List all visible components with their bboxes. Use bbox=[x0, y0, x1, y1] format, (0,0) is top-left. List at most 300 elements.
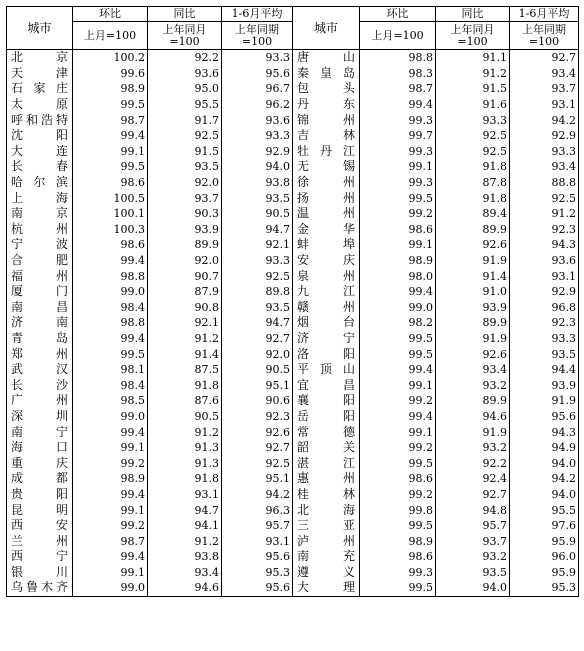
avg-value-cell-left: 92.6 bbox=[222, 424, 293, 440]
yoy-value-cell-right: 93.2 bbox=[436, 377, 510, 393]
table-row bbox=[7, 377, 579, 393]
header-mom-base-right: 上月=100 bbox=[360, 22, 436, 50]
header-mom-base-left: 上月=100 bbox=[73, 22, 148, 50]
mom-value-cell-left: 99.4 bbox=[73, 128, 148, 144]
mom-value-cell-right: 99.7 bbox=[360, 128, 436, 144]
yoy-value-cell-left: 87.9 bbox=[148, 284, 222, 300]
city-name-cell-left: 天津 bbox=[7, 66, 73, 82]
city-name-cell-left: 青岛 bbox=[7, 331, 73, 347]
city-name-cell-right: 蚌埠 bbox=[293, 237, 360, 253]
avg-value-cell-left: 93.6 bbox=[222, 112, 293, 128]
city-name-cell-left: 长春 bbox=[7, 159, 73, 175]
city-name-cell-right: 泸州 bbox=[293, 533, 360, 549]
yoy-value-cell-right: 92.6 bbox=[436, 237, 510, 253]
avg-value-cell-left: 95.6 bbox=[222, 66, 293, 82]
avg-value-cell-right: 92.7 bbox=[510, 50, 579, 66]
yoy-value-cell-right: 91.9 bbox=[436, 331, 510, 347]
yoy-value-cell-right: 92.7 bbox=[436, 487, 510, 503]
city-name-cell-right: 遵义 bbox=[293, 565, 360, 581]
mom-value-cell-left: 100.3 bbox=[73, 222, 148, 238]
table-row bbox=[7, 346, 579, 362]
avg-value-cell-right: 94.4 bbox=[510, 362, 579, 378]
city-name-cell-right: 温州 bbox=[293, 206, 360, 222]
avg-value-cell-left: 92.5 bbox=[222, 455, 293, 471]
city-name-cell-left: 石家庄 bbox=[7, 81, 73, 97]
avg-value-cell-left: 94.7 bbox=[222, 222, 293, 238]
avg-value-cell-left: 90.6 bbox=[222, 393, 293, 409]
city-name-cell-right: 徐州 bbox=[293, 175, 360, 191]
mom-value-cell-left: 98.6 bbox=[73, 237, 148, 253]
avg-value-cell-right: 91.2 bbox=[510, 206, 579, 222]
header-yoy-base-line2: =100 bbox=[169, 34, 200, 48]
header-yoy-base-left bbox=[148, 22, 222, 50]
city-name-cell-left: 哈尔滨 bbox=[7, 175, 73, 191]
mom-value-cell-left: 99.0 bbox=[73, 409, 148, 425]
table-row bbox=[7, 518, 579, 534]
header-avg-right: 1-6月平均 bbox=[510, 7, 579, 22]
yoy-value-cell-left: 91.2 bbox=[148, 331, 222, 347]
header-yoy-right: 同比 bbox=[436, 7, 510, 22]
mom-value-cell-left: 99.6 bbox=[73, 66, 148, 82]
mom-value-cell-left: 98.9 bbox=[73, 471, 148, 487]
city-name-cell-left: 杭州 bbox=[7, 222, 73, 238]
avg-value-cell-right: 97.6 bbox=[510, 518, 579, 534]
table-row bbox=[7, 409, 579, 425]
yoy-value-cell-right: 89.9 bbox=[436, 315, 510, 331]
avg-value-cell-left: 92.1 bbox=[222, 237, 293, 253]
table-row bbox=[7, 533, 579, 549]
avg-value-cell-right: 93.9 bbox=[510, 377, 579, 393]
yoy-value-cell-left: 91.8 bbox=[148, 377, 222, 393]
avg-value-cell-right: 92.3 bbox=[510, 222, 579, 238]
city-name-cell-left: 长沙 bbox=[7, 377, 73, 393]
table-row bbox=[7, 471, 579, 487]
avg-value-cell-left: 92.7 bbox=[222, 440, 293, 456]
avg-value-cell-left: 92.5 bbox=[222, 268, 293, 284]
header-yoy-base-line1: 上年同月 bbox=[450, 22, 495, 36]
yoy-value-cell-right: 91.9 bbox=[436, 253, 510, 269]
header-city-right: 城市 bbox=[293, 7, 360, 50]
mom-value-cell-right: 99.4 bbox=[360, 362, 436, 378]
city-name-cell-right: 三亚 bbox=[293, 518, 360, 534]
yoy-value-cell-left: 94.7 bbox=[148, 502, 222, 518]
city-name-cell-right: 北海 bbox=[293, 502, 360, 518]
avg-value-cell-right: 94.2 bbox=[510, 112, 579, 128]
mom-value-cell-right: 99.1 bbox=[360, 237, 436, 253]
yoy-value-cell-right: 91.5 bbox=[436, 81, 510, 97]
yoy-value-cell-left: 92.1 bbox=[148, 315, 222, 331]
avg-value-cell-left: 92.7 bbox=[222, 331, 293, 347]
table-row bbox=[7, 502, 579, 518]
avg-value-cell-right: 96.8 bbox=[510, 300, 579, 316]
yoy-value-cell-right: 91.2 bbox=[436, 66, 510, 82]
mom-value-cell-right: 99.1 bbox=[360, 377, 436, 393]
city-name-cell-left: 济南 bbox=[7, 315, 73, 331]
table-row bbox=[7, 393, 579, 409]
yoy-value-cell-left: 92.0 bbox=[148, 175, 222, 191]
mom-value-cell-right: 99.5 bbox=[360, 518, 436, 534]
city-name-cell-right: 常德 bbox=[293, 424, 360, 440]
mom-value-cell-left: 99.4 bbox=[73, 424, 148, 440]
mom-value-cell-right: 98.9 bbox=[360, 253, 436, 269]
yoy-value-cell-left: 91.3 bbox=[148, 455, 222, 471]
mom-value-cell-right: 99.3 bbox=[360, 175, 436, 191]
mom-value-cell-right: 99.2 bbox=[360, 440, 436, 456]
header-yoy-left: 同比 bbox=[148, 7, 222, 22]
yoy-value-cell-right: 92.2 bbox=[436, 455, 510, 471]
mom-value-cell-left: 98.7 bbox=[73, 112, 148, 128]
table-row bbox=[7, 440, 579, 456]
mom-value-cell-left: 99.0 bbox=[73, 284, 148, 300]
city-name-cell-right: 金华 bbox=[293, 222, 360, 238]
city-name-cell-left: 太原 bbox=[7, 97, 73, 113]
yoy-value-cell-right: 93.9 bbox=[436, 300, 510, 316]
mom-value-cell-right: 98.8 bbox=[360, 50, 436, 66]
header-yoy-base-line2: =100 bbox=[457, 34, 488, 48]
city-name-cell-left: 大连 bbox=[7, 144, 73, 160]
avg-value-cell-left: 93.3 bbox=[222, 50, 293, 66]
avg-value-cell-right: 94.0 bbox=[510, 487, 579, 503]
mom-value-cell-left: 98.4 bbox=[73, 377, 148, 393]
yoy-value-cell-right: 89.4 bbox=[436, 206, 510, 222]
city-name-cell-right: 锦州 bbox=[293, 112, 360, 128]
avg-value-cell-left: 92.9 bbox=[222, 144, 293, 160]
mom-value-cell-right: 98.3 bbox=[360, 66, 436, 82]
avg-value-cell-left: 96.3 bbox=[222, 502, 293, 518]
mom-value-cell-left: 99.0 bbox=[73, 580, 148, 596]
city-name-cell-left: 兰州 bbox=[7, 533, 73, 549]
yoy-value-cell-right: 93.7 bbox=[436, 533, 510, 549]
yoy-value-cell-right: 89.9 bbox=[436, 222, 510, 238]
header-avg-base-line1: 上年同期 bbox=[235, 22, 279, 36]
city-name-cell-left: 福州 bbox=[7, 268, 73, 284]
city-name-cell-right: 宜昌 bbox=[293, 377, 360, 393]
avg-value-cell-right: 93.4 bbox=[510, 66, 579, 82]
city-name-cell-right: 平顶山 bbox=[293, 362, 360, 378]
avg-value-cell-left: 93.8 bbox=[222, 175, 293, 191]
yoy-value-cell-left: 93.8 bbox=[148, 549, 222, 565]
mom-value-cell-left: 99.4 bbox=[73, 487, 148, 503]
avg-value-cell-right: 88.8 bbox=[510, 175, 579, 191]
avg-value-cell-right: 92.9 bbox=[510, 128, 579, 144]
yoy-value-cell-right: 92.4 bbox=[436, 471, 510, 487]
mom-value-cell-right: 98.7 bbox=[360, 81, 436, 97]
table-row bbox=[7, 237, 579, 253]
yoy-value-cell-right: 89.9 bbox=[436, 393, 510, 409]
avg-value-cell-left: 92.0 bbox=[222, 346, 293, 362]
city-name-cell-right: 秦皇岛 bbox=[293, 66, 360, 82]
price-index-table-container bbox=[6, 6, 579, 597]
mom-value-cell-left: 98.4 bbox=[73, 300, 148, 316]
table-row bbox=[7, 175, 579, 191]
avg-value-cell-right: 93.7 bbox=[510, 81, 579, 97]
mom-value-cell-right: 99.4 bbox=[360, 97, 436, 113]
city-name-cell-left: 西安 bbox=[7, 518, 73, 534]
header-city-left: 城市 bbox=[7, 7, 73, 50]
yoy-value-cell-right: 87.8 bbox=[436, 175, 510, 191]
mom-value-cell-left: 100.5 bbox=[73, 190, 148, 206]
table-row bbox=[7, 190, 579, 206]
mom-value-cell-left: 99.1 bbox=[73, 144, 148, 160]
yoy-value-cell-left: 91.5 bbox=[148, 144, 222, 160]
avg-value-cell-left: 95.1 bbox=[222, 471, 293, 487]
mom-value-cell-right: 99.4 bbox=[360, 284, 436, 300]
mom-value-cell-left: 98.9 bbox=[73, 81, 148, 97]
mom-value-cell-left: 99.5 bbox=[73, 159, 148, 175]
mom-value-cell-right: 99.2 bbox=[360, 393, 436, 409]
header-avg-left: 1-6月平均 bbox=[222, 7, 293, 22]
mom-value-cell-right: 98.2 bbox=[360, 315, 436, 331]
city-name-cell-left: 深圳 bbox=[7, 409, 73, 425]
table-row bbox=[7, 315, 579, 331]
header-avg-base-line1: 上年同期 bbox=[522, 22, 566, 36]
yoy-value-cell-left: 92.5 bbox=[148, 128, 222, 144]
yoy-value-cell-left: 90.7 bbox=[148, 268, 222, 284]
header-avg-base-line2: =100 bbox=[241, 34, 273, 48]
city-name-cell-right: 桂林 bbox=[293, 487, 360, 503]
mom-value-cell-right: 99.2 bbox=[360, 206, 436, 222]
header-avg-base-left bbox=[222, 22, 293, 50]
table-row bbox=[7, 97, 579, 113]
yoy-value-cell-left: 90.3 bbox=[148, 206, 222, 222]
city-name-cell-right: 丹东 bbox=[293, 97, 360, 113]
mom-value-cell-left: 98.5 bbox=[73, 393, 148, 409]
avg-value-cell-right: 94.3 bbox=[510, 424, 579, 440]
yoy-value-cell-left: 91.8 bbox=[148, 471, 222, 487]
avg-value-cell-left: 94.0 bbox=[222, 159, 293, 175]
mom-value-cell-left: 98.1 bbox=[73, 362, 148, 378]
mom-value-cell-right: 99.5 bbox=[360, 580, 436, 596]
yoy-value-cell-right: 93.2 bbox=[436, 549, 510, 565]
mom-value-cell-left: 99.2 bbox=[73, 518, 148, 534]
yoy-value-cell-right: 91.0 bbox=[436, 284, 510, 300]
city-name-cell-left: 银川 bbox=[7, 565, 73, 581]
mom-value-cell-left: 99.4 bbox=[73, 253, 148, 269]
city-name-cell-left: 乌鲁木齐 bbox=[7, 580, 73, 596]
table-row bbox=[7, 455, 579, 471]
yoy-value-cell-left: 95.5 bbox=[148, 97, 222, 113]
avg-value-cell-left: 93.3 bbox=[222, 253, 293, 269]
city-name-cell-right: 包头 bbox=[293, 81, 360, 97]
table-row bbox=[7, 66, 579, 82]
table-row bbox=[7, 253, 579, 269]
avg-value-cell-left: 93.1 bbox=[222, 533, 293, 549]
mom-value-cell-right: 99.1 bbox=[360, 159, 436, 175]
mom-value-cell-right: 99.3 bbox=[360, 112, 436, 128]
yoy-value-cell-left: 91.3 bbox=[148, 440, 222, 456]
yoy-value-cell-right: 93.2 bbox=[436, 440, 510, 456]
city-name-cell-right: 烟台 bbox=[293, 315, 360, 331]
yoy-value-cell-right: 93.5 bbox=[436, 565, 510, 581]
yoy-value-cell-right: 92.5 bbox=[436, 128, 510, 144]
city-name-cell-left: 广州 bbox=[7, 393, 73, 409]
mom-value-cell-left: 100.2 bbox=[73, 50, 148, 66]
mom-value-cell-left: 98.8 bbox=[73, 268, 148, 284]
mom-value-cell-right: 99.1 bbox=[360, 424, 436, 440]
avg-value-cell-left: 93.3 bbox=[222, 128, 293, 144]
city-name-cell-right: 济宁 bbox=[293, 331, 360, 347]
avg-value-cell-left: 92.3 bbox=[222, 409, 293, 425]
table-row bbox=[7, 300, 579, 316]
yoy-value-cell-left: 90.5 bbox=[148, 409, 222, 425]
table-row bbox=[7, 362, 579, 378]
mom-value-cell-right: 98.6 bbox=[360, 222, 436, 238]
avg-value-cell-left: 94.2 bbox=[222, 487, 293, 503]
avg-value-cell-left: 95.6 bbox=[222, 549, 293, 565]
mom-value-cell-right: 98.6 bbox=[360, 471, 436, 487]
table-row bbox=[7, 206, 579, 222]
city-name-cell-left: 厦门 bbox=[7, 284, 73, 300]
avg-value-cell-right: 94.9 bbox=[510, 440, 579, 456]
yoy-value-cell-right: 94.6 bbox=[436, 409, 510, 425]
yoy-value-cell-left: 93.1 bbox=[148, 487, 222, 503]
city-name-cell-right: 大理 bbox=[293, 580, 360, 596]
mom-value-cell-left: 98.8 bbox=[73, 315, 148, 331]
avg-value-cell-left: 96.2 bbox=[222, 97, 293, 113]
header-mom-left: 环比 bbox=[73, 7, 148, 22]
mom-value-cell-left: 99.2 bbox=[73, 455, 148, 471]
avg-value-cell-right: 93.1 bbox=[510, 268, 579, 284]
city-name-cell-left: 西宁 bbox=[7, 549, 73, 565]
city-name-cell-right: 唐山 bbox=[293, 50, 360, 66]
table-row bbox=[7, 112, 579, 128]
yoy-value-cell-right: 91.1 bbox=[436, 50, 510, 66]
yoy-value-cell-left: 91.2 bbox=[148, 533, 222, 549]
city-name-cell-right: 惠州 bbox=[293, 471, 360, 487]
yoy-value-cell-left: 89.9 bbox=[148, 237, 222, 253]
yoy-value-cell-left: 93.4 bbox=[148, 565, 222, 581]
mom-value-cell-left: 99.1 bbox=[73, 565, 148, 581]
table-row bbox=[7, 331, 579, 347]
yoy-value-cell-right: 92.6 bbox=[436, 346, 510, 362]
yoy-value-cell-left: 92.2 bbox=[148, 50, 222, 66]
city-name-cell-left: 北京 bbox=[7, 50, 73, 66]
avg-value-cell-right: 92.3 bbox=[510, 315, 579, 331]
table-row bbox=[7, 565, 579, 581]
city-name-cell-right: 九江 bbox=[293, 284, 360, 300]
city-name-cell-left: 南京 bbox=[7, 206, 73, 222]
yoy-value-cell-left: 92.0 bbox=[148, 253, 222, 269]
city-name-cell-right: 泉州 bbox=[293, 268, 360, 284]
city-name-cell-left: 呼和浩特 bbox=[7, 112, 73, 128]
table-row bbox=[7, 222, 579, 238]
yoy-value-cell-right: 93.3 bbox=[436, 112, 510, 128]
avg-value-cell-right: 95.9 bbox=[510, 565, 579, 581]
yoy-value-cell-left: 93.5 bbox=[148, 159, 222, 175]
table-row bbox=[7, 580, 579, 596]
avg-value-cell-right: 95.6 bbox=[510, 409, 579, 425]
header-yoy-base-line1: 上年同月 bbox=[162, 22, 207, 36]
city-name-cell-left: 合肥 bbox=[7, 253, 73, 269]
yoy-value-cell-right: 91.9 bbox=[436, 424, 510, 440]
city-name-cell-left: 沈阳 bbox=[7, 128, 73, 144]
avg-value-cell-right: 92.9 bbox=[510, 284, 579, 300]
yoy-value-cell-right: 94.8 bbox=[436, 502, 510, 518]
yoy-value-cell-right: 92.5 bbox=[436, 144, 510, 160]
city-name-cell-right: 吉林 bbox=[293, 128, 360, 144]
avg-value-cell-right: 93.6 bbox=[510, 253, 579, 269]
mom-value-cell-right: 99.3 bbox=[360, 144, 436, 160]
city-name-cell-left: 南昌 bbox=[7, 300, 73, 316]
avg-value-cell-right: 92.5 bbox=[510, 190, 579, 206]
mom-value-cell-left: 98.6 bbox=[73, 175, 148, 191]
yoy-value-cell-right: 91.8 bbox=[436, 190, 510, 206]
mom-value-cell-left: 98.7 bbox=[73, 533, 148, 549]
mom-value-cell-right: 99.2 bbox=[360, 487, 436, 503]
avg-value-cell-left: 90.5 bbox=[222, 362, 293, 378]
yoy-value-cell-left: 87.5 bbox=[148, 362, 222, 378]
avg-value-cell-right: 95.5 bbox=[510, 502, 579, 518]
yoy-value-cell-left: 94.6 bbox=[148, 580, 222, 596]
city-name-cell-left: 郑州 bbox=[7, 346, 73, 362]
avg-value-cell-left: 89.8 bbox=[222, 284, 293, 300]
yoy-value-cell-left: 93.7 bbox=[148, 190, 222, 206]
city-name-cell-right: 扬州 bbox=[293, 190, 360, 206]
yoy-value-cell-left: 93.6 bbox=[148, 66, 222, 82]
mom-value-cell-right: 98.9 bbox=[360, 533, 436, 549]
city-name-cell-left: 上海 bbox=[7, 190, 73, 206]
header-row-1 bbox=[7, 7, 579, 22]
table-row bbox=[7, 81, 579, 97]
price-index-table bbox=[6, 6, 579, 597]
table-row bbox=[7, 284, 579, 300]
avg-value-cell-left: 90.5 bbox=[222, 206, 293, 222]
yoy-value-cell-left: 91.7 bbox=[148, 112, 222, 128]
yoy-value-cell-left: 87.6 bbox=[148, 393, 222, 409]
city-name-cell-right: 南充 bbox=[293, 549, 360, 565]
avg-value-cell-left: 93.5 bbox=[222, 300, 293, 316]
header-yoy-base-right bbox=[436, 22, 510, 50]
city-name-cell-right: 无锡 bbox=[293, 159, 360, 175]
avg-value-cell-right: 93.3 bbox=[510, 144, 579, 160]
yoy-value-cell-left: 91.4 bbox=[148, 346, 222, 362]
yoy-value-cell-right: 91.4 bbox=[436, 268, 510, 284]
city-name-cell-left: 宁波 bbox=[7, 237, 73, 253]
city-name-cell-right: 湛江 bbox=[293, 455, 360, 471]
avg-value-cell-left: 95.3 bbox=[222, 565, 293, 581]
avg-value-cell-left: 94.7 bbox=[222, 315, 293, 331]
table-row bbox=[7, 50, 579, 66]
avg-value-cell-right: 94.3 bbox=[510, 237, 579, 253]
mom-value-cell-right: 99.5 bbox=[360, 331, 436, 347]
avg-value-cell-right: 93.5 bbox=[510, 346, 579, 362]
table-row bbox=[7, 268, 579, 284]
header-mom-right: 环比 bbox=[360, 7, 436, 22]
mom-value-cell-right: 99.4 bbox=[360, 409, 436, 425]
yoy-value-cell-left: 93.9 bbox=[148, 222, 222, 238]
avg-value-cell-left: 95.6 bbox=[222, 580, 293, 596]
city-name-cell-right: 韶关 bbox=[293, 440, 360, 456]
yoy-value-cell-right: 94.0 bbox=[436, 580, 510, 596]
avg-value-cell-right: 95.9 bbox=[510, 533, 579, 549]
city-name-cell-left: 重庆 bbox=[7, 455, 73, 471]
avg-value-cell-right: 94.0 bbox=[510, 455, 579, 471]
avg-value-cell-right: 95.3 bbox=[510, 580, 579, 596]
city-name-cell-right: 赣州 bbox=[293, 300, 360, 316]
avg-value-cell-right: 93.3 bbox=[510, 331, 579, 347]
header-avg-base-right bbox=[510, 22, 579, 50]
mom-value-cell-right: 99.5 bbox=[360, 190, 436, 206]
mom-value-cell-right: 99.0 bbox=[360, 300, 436, 316]
mom-value-cell-left: 99.1 bbox=[73, 440, 148, 456]
table-body bbox=[7, 50, 579, 597]
yoy-value-cell-left: 91.2 bbox=[148, 424, 222, 440]
table-row bbox=[7, 424, 579, 440]
mom-value-cell-right: 99.8 bbox=[360, 502, 436, 518]
table-row bbox=[7, 487, 579, 503]
mom-value-cell-right: 99.5 bbox=[360, 346, 436, 362]
yoy-value-cell-left: 94.1 bbox=[148, 518, 222, 534]
